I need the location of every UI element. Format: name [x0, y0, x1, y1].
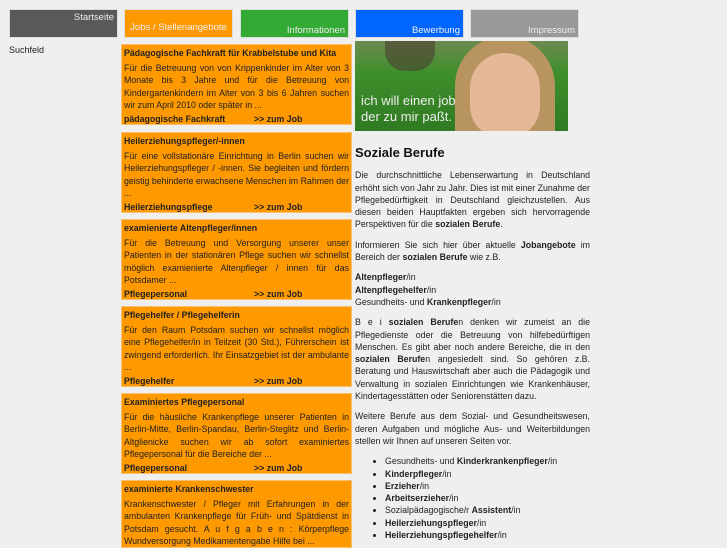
nav-label: Bewerbung [411, 25, 460, 36]
job-link[interactable]: >> zum Job [254, 202, 303, 213]
job-card[interactable] [121, 306, 352, 387]
text: Gesundheits- und [385, 456, 457, 467]
job-description: Für die Betreuung und Versorgung unserer unser Patienten in der stationären Pflege suchen wir schnellst möglich examienierte Altenpfleger / innen für das Potsdamer ... [124, 238, 349, 285]
job-category: Pflegepersonal [124, 463, 188, 474]
job-link[interactable]: >> zum Job [254, 114, 303, 125]
text: sozialen Berufe [402, 252, 468, 263]
job-category: Pflegehelfer [124, 376, 175, 387]
text: Jobangebote [520, 239, 576, 250]
tree-shape [385, 41, 435, 71]
job-category: Heilerziehungspflege [124, 202, 213, 213]
job-footer [124, 289, 349, 299]
job-title[interactable]: examinierte Krankenschwester [124, 484, 254, 494]
profession-list-item [385, 492, 590, 504]
text: Gesundheits- und [355, 296, 427, 307]
text: /in [449, 493, 459, 504]
search-field-label: Suchfeld [9, 45, 45, 55]
nav-label: Jobs / Stellenangebote [130, 22, 227, 33]
slogan-line: der zu mir paßt. [361, 109, 453, 124]
banner-slogan [361, 93, 456, 125]
woman-face [470, 53, 540, 131]
job-link[interactable]: >> zum Job [254, 289, 303, 300]
profession-list-item [385, 517, 590, 529]
text: /in [547, 456, 558, 467]
text: sozialen Berufe [355, 354, 426, 365]
job-card[interactable] [121, 132, 352, 213]
job-title[interactable]: Examiniertes Pflegepersonal [124, 397, 245, 407]
text: sozialen Berufe [388, 317, 459, 328]
job-title[interactable]: Pädagogische Fachkraft für Krabbelstube und Kita [124, 48, 337, 58]
job-description: Krankenschwester / Pfleger mit Erfahrungen in der ambulanten Krankenpflege für Früh- und Spätdienst in Potsdam gesucht. A u f g a b e n : Körperpflege Wundversorgung Medikamentengabe Hilfe bei ... [124, 499, 349, 546]
info-paragraph [355, 239, 590, 264]
page-title: Soziale Berufe [355, 145, 445, 160]
profession-list [385, 455, 590, 541]
text: Kinderkrankenpfleger [456, 456, 548, 467]
job-description: Für die Betreuung von von Krippenkinder im Alter von 3 Monate bis 3 Jahre und für die Betreuung von Kindergartenkindern im Alter von 3 bis 6 Jahren suchen wir zum April 2010 oder später in ... [124, 63, 349, 110]
profession-list-item [385, 504, 590, 516]
text: n denken wir zumeist an die Pflegedienste oder die Betreuung von hilfebedürftigen Menschen. Es gibt aber noch andere Bereiche, die in den [355, 317, 590, 352]
nav-tab-impressum[interactable] [470, 9, 579, 38]
text: Informieren Sie sich hier über aktuelle [355, 239, 521, 250]
job-title[interactable]: Pflegehelfer / Pflegehelferin [124, 310, 240, 320]
profession-list-item [385, 529, 590, 541]
nav-tab-informationen[interactable] [240, 9, 349, 38]
nav-tab-jobs[interactable] [124, 9, 233, 38]
job-footer [124, 202, 349, 212]
profession-list-item [385, 455, 590, 467]
text: /in [511, 505, 521, 516]
text: /in [497, 530, 507, 541]
job-description: Für den Raum Potsdam suchen wir schnellst möglich eine Pflegehelfer/in in Teilzeit (30 Std.), Führerschein ist zwingend erforderlich. Ihr Einsatzgebiet ist der ambulante ... [124, 325, 349, 372]
text: Krankenpfleger [426, 296, 492, 307]
profession-list-item [385, 468, 590, 480]
job-category: pädagogische Fachkraft [124, 114, 226, 125]
more-paragraph: Weitere Berufe aus dem Sozial- und Gesundheitswesen, deren Aufgaben und mögliche Aus- und Weiterbildungen stellen wir Ihnen auf unseren Seiten vor. [355, 411, 590, 446]
nav-tab-bewerbung[interactable] [355, 9, 464, 38]
banner-image [355, 41, 568, 131]
nav-label: Startseite [73, 12, 114, 23]
text: Kinderpfleger [385, 468, 443, 479]
text: Arbeitserzieher [385, 493, 450, 504]
job-description: Für die häusliche Krankenpflege unserer Patienten in Berlin-Mitte, Berlin-Spandau, Berlin-Steglitz und Berlin-Altglienicke suchen wir ab sofort examiniertes Pflegepersonal für die Bereiche der ... [124, 412, 349, 459]
text: Sozialpädagogische/r [385, 505, 472, 516]
job-card[interactable] [121, 219, 352, 300]
job-title[interactable]: Heilerziehungspfleger/-innen [124, 136, 245, 146]
job-title[interactable]: examienierte Altenpfleger/innen [124, 223, 258, 233]
nav-label: Informationen [286, 25, 345, 36]
job-footer [124, 376, 349, 386]
text: /in [491, 296, 501, 307]
text: Assistent [471, 505, 512, 516]
job-description: Für eine vollstationäre Einrichtung in Berlin suchen wir Heilerziehungspfleger / -innen. Sie begleiten und fördern geistig behinderte erwachsene Menschen im Rahmen der ... [124, 151, 349, 198]
text: Heilerziehungspflegehelfer [385, 530, 498, 541]
profession-examples [355, 271, 590, 308]
slogan-line: ich will einen job [361, 93, 456, 108]
text: B e i [355, 317, 389, 328]
job-footer [124, 114, 349, 124]
text: wie z.B. [467, 252, 501, 263]
job-card[interactable] [121, 44, 352, 125]
text: /in [476, 517, 487, 528]
text: Die durchschnittliche Lebenserwartung in Deutschland erhöht sich von Jahr zu Jahr. Dies ist mit einer Zunahme der Pflegebedürftigkeit in Deutschland gleichzustellen. Aus diesen beiden Hauptfakten ergeben sich hervorragende Perspektiven für die [355, 170, 590, 230]
text: /in [442, 468, 452, 479]
job-category: Pflegepersonal [124, 289, 188, 300]
text: /in [406, 272, 416, 283]
job-footer [124, 463, 349, 473]
intro-paragraph: Die durchschnittliche Lebenserwartung in Deutschland erhöht sich von Jahr zu Jahr. Dies ist mit einer Zunahme der Pflegebedürftigkeit in Deutschland gleichzustellen. Aus diesen beiden Hauptfakten ergeben sich hervorragende Perspektiven für die sozialen Berufe. [355, 170, 590, 230]
profession-list-item [385, 480, 590, 492]
main-content [355, 147, 590, 541]
areas-paragraph [355, 316, 590, 402]
text: im Bereich der [355, 239, 590, 263]
job-link[interactable]: >> zum Job [254, 463, 303, 474]
text: n angesiedelt sind. So gehören z.B. Beratung und Hauswirtschaft aber auch die Pädagogik und Verwaltung in sozialen Einrichtungen wie Krankenhäuser, Kindertagesstätten oder Seniorenstätten dazu. [355, 354, 590, 402]
text: Altenpflegehelfer [355, 284, 427, 295]
text: /in [419, 480, 430, 491]
text: Heilerziehungspfleger [385, 517, 477, 528]
text: /in [426, 284, 437, 295]
job-card[interactable] [121, 393, 352, 474]
job-card[interactable] [121, 480, 352, 548]
nav-tab-startseite[interactable] [9, 9, 118, 38]
job-link[interactable]: >> zum Job [254, 376, 303, 387]
text: Erzieher [385, 480, 420, 491]
text: sozialen Berufe [435, 219, 501, 230]
nav-label: Impressum [528, 25, 575, 36]
text: Altenpfleger [355, 272, 407, 283]
